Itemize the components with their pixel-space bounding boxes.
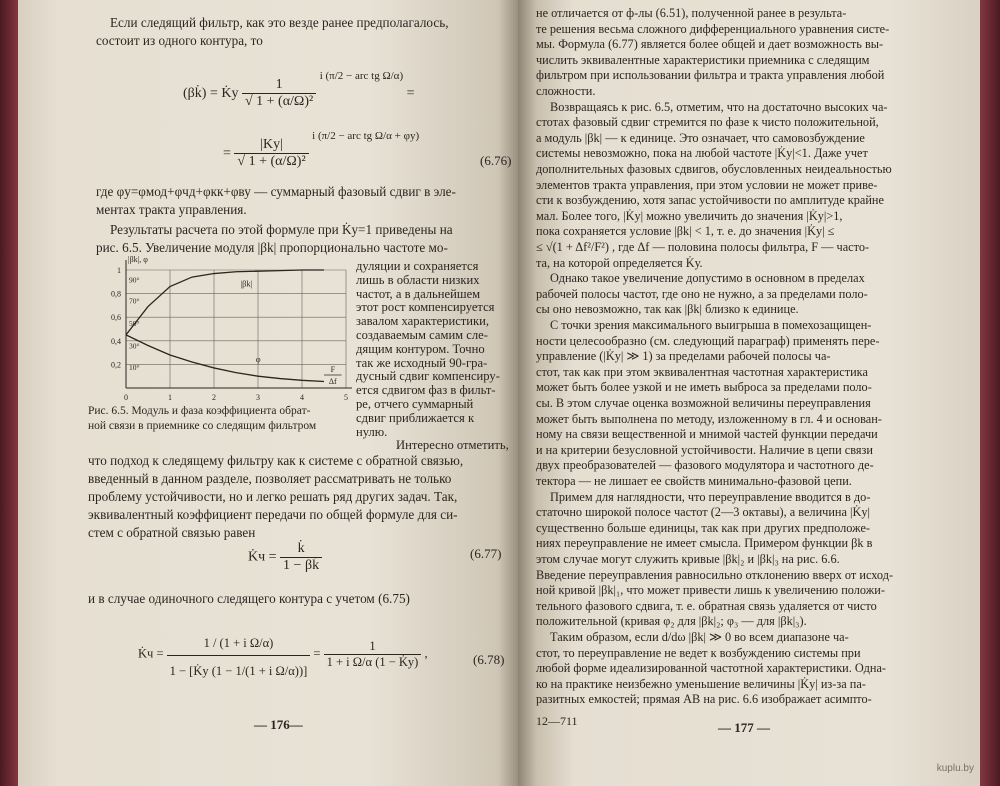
- left-bottom-3: проблему устойчивости, но и легко решать ряд других задач. Так,: [88, 489, 458, 504]
- right-line: ной кривой |βk|₁, что может привести лишь к увеличению положи-: [536, 583, 885, 598]
- wrap-line: Интересно отметить,: [396, 438, 509, 453]
- right-line: рабочей полосы частот, где оно не нужно, а за пределами поло-: [536, 286, 868, 301]
- right-line: пока сохраняется условие |βk| < 1, т. е. до значения |K̇у| ≤: [536, 224, 835, 239]
- formula-678-num: 1 / (1 + i Ω/α): [167, 622, 311, 656]
- formula-b: = $\frac{|Kу|}{\text{√ 1 + (α/Ω)²}}$ $^{i (\pi/2 - arc tg \Omega/\alpha + \varphi у)}$: [223, 130, 420, 170]
- left-line-2: состоит из одного контура, то: [96, 33, 263, 48]
- right-line: стот, так как при этом эквивалентная частотная характеристика: [536, 364, 868, 379]
- formula-677-lhs: K̇ч =: [248, 549, 277, 565]
- formula-b-frac: [234, 137, 308, 170]
- right-line: Однако такое увеличение допустимо в основном в пределах: [550, 271, 865, 286]
- wrap-line: завалом характеристики,: [356, 314, 490, 329]
- figure-6-5: [84, 250, 356, 400]
- page-number-left: — 176—: [254, 717, 303, 732]
- right-line: стот, то переуправление не ведет к возбуждению системы при: [536, 645, 861, 660]
- right-line: сы оно невозможно, так как |βk| близко к единице.: [536, 302, 799, 317]
- right-line: двух преобразователей — фазового модулятора и частотного де-: [536, 458, 874, 473]
- left-bottom-4: эквивалентный коэффициент передачи по общей формуле для си-: [88, 507, 458, 522]
- y-tick-label: 0,4: [111, 336, 121, 346]
- right-line: ному на связи вещественной и мнимой частей функции передачи: [536, 427, 878, 442]
- book-cover-right: [978, 0, 1000, 786]
- left-mid-2: ментах тракта управления.: [96, 202, 247, 217]
- wrap-line: дуляции и сохраняется: [356, 259, 479, 273]
- wrap-line: нулю.: [356, 424, 388, 439]
- right-page: [518, 0, 980, 786]
- y-tick-label: 1: [117, 266, 121, 275]
- x-axis-label-num: F: [330, 365, 336, 374]
- left-page: [18, 0, 518, 786]
- right-line: те решения весьма сложного дифференциального уравнения систе-: [536, 21, 890, 36]
- wrap-line: так же исходный 90-гра-: [356, 355, 488, 370]
- formula-678-rfrac: [324, 639, 422, 670]
- wrap-line: сдвиг приближается к: [356, 410, 475, 425]
- x-tick-label: 4: [300, 393, 304, 400]
- right-line: а модуль |βk| — к единице. Это означает, что самовозбуждение: [536, 130, 865, 145]
- figure-caption-1: Рис. 6.5. Модуль и фаза коэффициента обрат-: [88, 405, 311, 417]
- right-line: Таким образом, если d/dω |βk| ≫ 0 во всем диапазоне ча-: [550, 630, 849, 644]
- right-line: может быть более узкой и не иметь выброса за пределами поло-: [536, 380, 872, 395]
- degree-label: 30°: [129, 341, 140, 351]
- curve-label-modulus: |βk|: [240, 278, 253, 289]
- wrap-line: ре, отчего суммарный: [356, 397, 474, 411]
- figure-caption-2: ной связи в приемнике со следящим фильтром: [88, 420, 317, 432]
- eq-number-676: (6.76): [480, 153, 512, 168]
- right-line: ≤ √(1 + Δf²/F²) , где Δf — половина полосы фильтра, F — часто-: [536, 240, 870, 254]
- left-mid-3: Результаты расчета по этой формуле при K̇у=1 приведены на: [110, 222, 453, 237]
- degree-label: 10°: [129, 362, 140, 372]
- right-line: существенно больше единицы, так как при других предположе-: [536, 520, 871, 535]
- right-line: статочно широкой полосе частот (2—3 октавы), а величина |K̇у|: [536, 505, 870, 520]
- left-mid-4: рис. 6.5. Увеличение модуля |βk| пропорционально частоте мо-: [96, 240, 448, 255]
- left-line-after-677: и в случае одиночного следящего контура с учетом (6.75): [88, 591, 410, 606]
- right-line: фильтром при использовании фильтра и тракта управления любой: [536, 68, 885, 83]
- right-line: мал. Более того, |K̇у| можно увеличить до значения |K̇у|>1,: [536, 208, 843, 223]
- right-line: С точки зрения максимального выигрыша в помехозащищен-: [550, 318, 872, 332]
- formula-678-frac: [167, 622, 311, 687]
- left-bottom-1: что подход к следящему фильтру как к системе с обратной связью,: [88, 453, 464, 468]
- y-tick-label: 0,2: [111, 360, 121, 370]
- book-cover-left: [0, 0, 20, 786]
- right-line: системы невозможно, пока на любой частоте |K̇у|<1. Даже учет: [536, 146, 868, 161]
- right-line: ниях переуправление не имеет смысла. Примером функции βk в: [536, 536, 873, 551]
- right-line: Введение переуправления равносильно отклонению вверх от исход-: [536, 567, 894, 582]
- formula-a-frac: [242, 77, 316, 110]
- right-line: тектора — не лишает ее свойств минимально-фазовой цепи.: [536, 474, 852, 488]
- left-bottom-5: стем с обратной связью равен: [88, 525, 256, 540]
- right-line: может быть выполнена по методу, изложенному в гл. 4 и основан-: [536, 411, 882, 426]
- degree-label: 90°: [129, 275, 140, 285]
- right-line: ности целесообразно (см. следующий параграф) применять пере-: [536, 333, 880, 348]
- formula-678-lhs: K̇ч =: [138, 646, 164, 661]
- x-tick-label: 3: [256, 393, 260, 400]
- right-line: дополнительных фазовых сдвигов, обусловленных неидеальностью: [536, 162, 892, 176]
- wrap-line: частот, а в дальнейшем: [356, 286, 481, 301]
- formula-b-num: |Kу|: [234, 137, 308, 154]
- signature-mark: 12—711: [536, 714, 578, 728]
- x-tick-label: 1: [168, 393, 172, 400]
- x-axis-label-den: Δf: [328, 377, 337, 386]
- right-line: Возвращаясь к рис. 6.5, отметим, что на достаточно высоких ча-: [550, 99, 888, 114]
- figure-axes: [126, 260, 352, 388]
- formula-678-mid: =: [313, 646, 321, 661]
- formula-b-den: √ 1 + (α/Ω)²: [237, 154, 306, 170]
- x-tick-label: 0: [124, 393, 128, 400]
- formula-a-lhs: (βk̇) = K̇у: [183, 86, 239, 101]
- curve-modulus: [126, 270, 324, 335]
- formula-678-den: 1 − [K̇у (1 − 1/(1 + i Ω/α))]: [169, 664, 308, 678]
- left-bottom-2: введенный в данном разделе, позволяет рассматривать не только: [88, 471, 452, 486]
- formula-677-frac: [280, 541, 322, 574]
- formula-678-rnum: 1: [324, 639, 422, 655]
- y-tick-label: 0,8: [111, 289, 121, 299]
- formula-678-end: ,: [424, 646, 428, 661]
- left-line-1: Если следящий фильтр, как это везде ранее предполагалось,: [110, 15, 449, 30]
- degree-label: 70°: [129, 296, 140, 306]
- x-tick-label: 5: [344, 393, 348, 400]
- curve-label-phase: φ: [255, 354, 261, 365]
- y-tick-label: 0,6: [111, 313, 121, 323]
- right-line: элементов тракта управления, при этом условии не может приве-: [536, 177, 878, 192]
- formula-677: [248, 541, 322, 574]
- formula-677-den: 1 − βk̇: [283, 558, 320, 573]
- wrap-line: ется сдвигом фаз в фильт-: [356, 383, 496, 398]
- right-line: и на критерии безусловной устойчивости. Наличие в цепи связи: [536, 442, 873, 457]
- figure-curves: [126, 270, 324, 382]
- figure-grid: [126, 270, 346, 388]
- degree-label: 50°: [129, 319, 140, 329]
- curve-phase: [126, 335, 324, 382]
- right-line: стотах фазовый сдвиг стремится по фазе к чисто положительной,: [536, 115, 879, 130]
- formula-a-exp: i (π/2 − arc tg Ω/α): [319, 70, 404, 82]
- right-line: мы. Формула (6.77) является более общей и дает возможность вы-: [536, 37, 884, 52]
- right-line: ко на практике неизбежно уменьшение величины |K̇у| из-за па-: [536, 676, 866, 691]
- x-tick-label: 2: [212, 393, 216, 400]
- left-mid-1: где φу=φмод+φчд+φкк+φву — суммарный фазовый сдвиг в эле-: [96, 184, 456, 199]
- watermark: kuplu.by: [936, 763, 974, 774]
- wrap-line: этот рост компенсируется: [356, 300, 495, 315]
- formula-a-end: =: [406, 86, 415, 101]
- right-line: сложности.: [536, 84, 596, 98]
- formula-a-den: √ 1 + (α/Ω)²: [244, 94, 314, 110]
- formula-a-num: 1: [242, 77, 316, 94]
- wrap-line: лишь в области низких: [356, 272, 480, 287]
- right-line: тельного фазового сдвига, т. е. обратная связь удаляется от чисто: [536, 598, 877, 613]
- right-line: сти к возбуждению, хотя запас устойчивости по амплитуде крайне: [536, 193, 884, 208]
- formula-a: [183, 70, 415, 110]
- wrap-line: дящим контуром. Точно: [356, 341, 485, 356]
- formula-b-exp: i (π/2 − arc tg Ω/α + φу): [312, 130, 420, 142]
- right-line: та, на которой определяется K̇у.: [536, 255, 703, 270]
- right-line: числить эквивалентные характеристики приемника с следящим: [536, 52, 870, 67]
- right-line: разитных емкостей; прямая AB на рис. 6.6 изображает асимпто-: [536, 692, 872, 707]
- figure-labels: [111, 255, 348, 400]
- eq-number-677: (6.77): [470, 546, 502, 561]
- wrap-line: создаваемым самим сле-: [356, 328, 488, 342]
- right-line: сы. В этом случае оценка возможной величины переуправления: [536, 396, 871, 410]
- y-axis-label: |βk|, φ: [128, 255, 148, 264]
- wrap-line: дусный сдвиг компенсиру-: [356, 369, 500, 384]
- right-line: Примем для наглядности, что переуправление вводится в до-: [550, 489, 871, 504]
- page-number-right: — 177 —: [718, 720, 770, 735]
- right-line: любой форме идеализированной частотной характеристики. Одна-: [536, 661, 887, 676]
- right-line: не отличается от ф-лы (6.51), полученной ранее в результа-: [536, 6, 847, 20]
- right-line: управление (|K̇у| ≫ 1) за пределами рабочей полосы ча-: [536, 349, 831, 364]
- formula-678-rden: 1 + i Ω/α (1 − K̇у): [326, 655, 419, 669]
- formula-678: [138, 622, 428, 687]
- right-line: этом случае могут служить кривые |βk|₂ и |βk|₃ на рис. 6.6.: [536, 552, 840, 566]
- formula-677-num: k̇: [280, 541, 322, 558]
- right-line: положительной (кривая φ₂ для |βk|₂; φ₃ — для |βk|₃).: [536, 614, 807, 629]
- eq-number-678: (6.78): [473, 652, 505, 667]
